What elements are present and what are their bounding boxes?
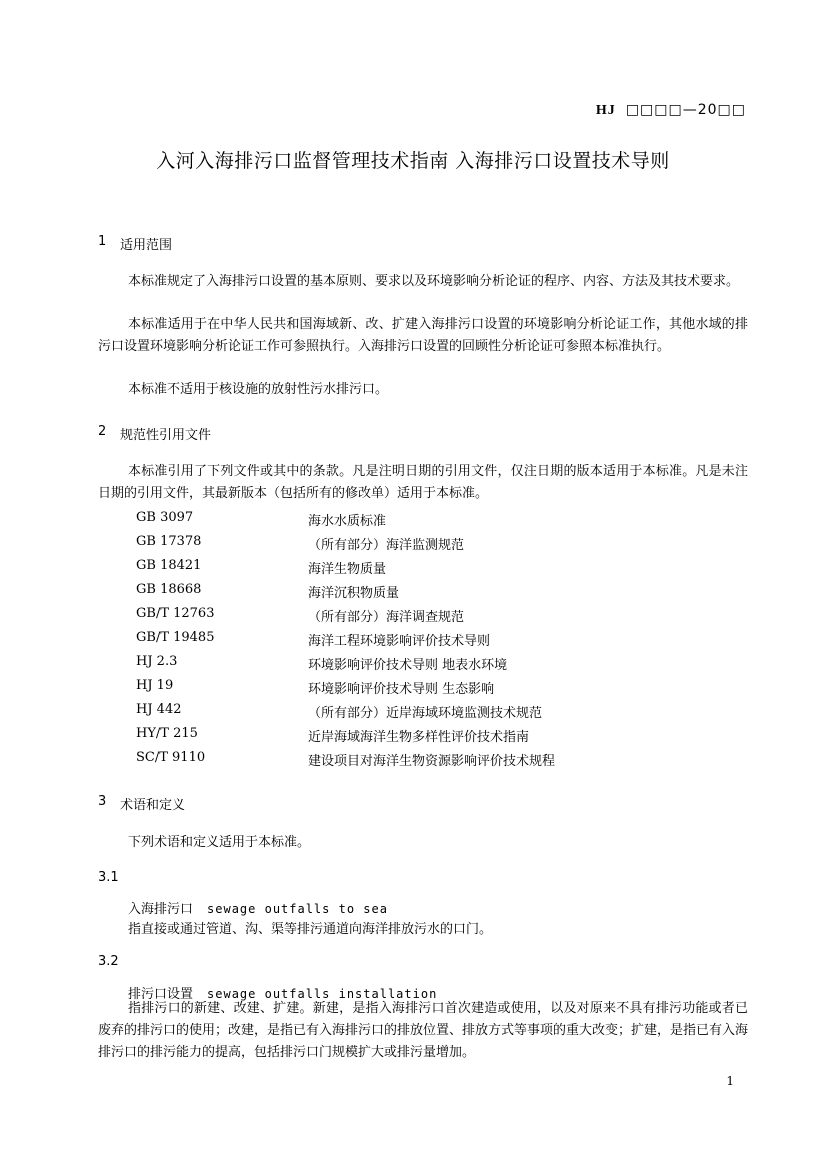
section-1-title: 适用范围 (120, 238, 173, 253)
term-definition: 指排污口的新建、改建、扩建。新建，是指入海排污口首次建造或使用，以及对原来不具有排污功能或者已废弃的排污口的使用；改建，是指已有入海排污口的排放位置、排放方式等事项的重大改变；扩建，是指已有入海排污口的排污能力的提高，包括排污口门规模扩大或排污量增加。 (98, 1001, 749, 1060)
term-number: 3.2 (98, 954, 119, 969)
reference-code: HJ 19 (136, 678, 174, 693)
reference-code: HJ 442 (136, 702, 182, 717)
reference-code: GB 18668 (136, 582, 202, 597)
reference-title: （所有部分）海洋调查规范 (308, 610, 465, 625)
reference-title: （所有部分）海洋监测规范 (308, 538, 465, 553)
section-3-number: 3 (98, 794, 107, 809)
term-english: sewage outfalls installation (207, 987, 438, 1001)
section-1-number: 1 (98, 234, 107, 249)
section-1-paragraph: 本标准不适用于核设施的放射性污水排污口。 (128, 382, 389, 397)
standard-code (596, 102, 746, 119)
term-definition: 指直接或通过管道、沟、渠等排污通道向海洋排放污水的口门。 (128, 922, 493, 937)
page-number: 1 (726, 1074, 734, 1088)
reference-code: GB 18421 (136, 558, 202, 573)
reference-title: （所有部分）近岸海域环境监测技术规范 (308, 706, 543, 721)
reference-code: GB 17378 (136, 534, 202, 549)
reference-title: 环境影响评价技术导则 生态影响 (308, 682, 495, 697)
reference-code: HY/T 215 (136, 726, 198, 741)
reference-title: 建设项目对海洋生物资源影响评价技术规程 (308, 754, 556, 769)
reference-title: 近岸海域海洋生物多样性评价技术指南 (308, 730, 530, 745)
standard-number: □□□□—20□□ (625, 102, 746, 118)
reference-code: GB/T 12763 (136, 606, 215, 621)
term-english: sewage outfalls to sea (207, 902, 388, 916)
section-3-title: 术语和定义 (120, 798, 186, 813)
term-heading (128, 898, 388, 918)
term-chinese: 入海排污口 (128, 902, 194, 917)
reference-title: 海洋沉积物质量 (308, 586, 400, 601)
standard-prefix: HJ (595, 103, 616, 118)
reference-title: 海洋工程环境影响评价技术导则 (308, 634, 491, 649)
section-3-intro: 下列术语和定义适用于本标准。 (128, 835, 311, 850)
reference-title: 海水水质标准 (308, 514, 387, 529)
term-chinese: 排污口设置 (128, 987, 194, 1002)
section-2-title: 规范性引用文件 (120, 428, 212, 443)
reference-title: 环境影响评价技术导则 地表水环境 (308, 658, 508, 673)
term-number: 3.1 (98, 870, 119, 885)
section-2-number: 2 (98, 424, 107, 439)
section-2-intro: 本标准引用了下列文件或其中的条款。凡是注明日期的引用文件，仅注日期的版本适用于本标准。凡是未注日期的引用文件，其最新版本（包括所有的修改单）适用于本标准。 (98, 464, 748, 501)
section-1-paragraph: 本标准规定了入海排污口设置的基本原则、要求以及环境影响分析论证的程序、内容、方法及其技术要求。 (128, 274, 740, 289)
reference-code: GB 3097 (136, 510, 194, 525)
section-1-paragraph: 本标准适用于在中华人民共和国海域新、改、扩建入海排污口设置的环境影响分析论证工作，其他水域的排污口设置环境影响分析论证工作可参照执行。入海排污口设置的回顾性分析论证可参照本标准执行。 (98, 317, 748, 354)
reference-title: 海洋生物质量 (308, 562, 387, 577)
reference-code: HJ 2.3 (136, 654, 178, 669)
reference-code: GB/T 19485 (136, 630, 215, 645)
document-title: 入河入海排污口监督管理技术指南 入海排污口设置技术导则 (156, 150, 670, 172)
reference-code: SC/T 9110 (136, 750, 206, 765)
